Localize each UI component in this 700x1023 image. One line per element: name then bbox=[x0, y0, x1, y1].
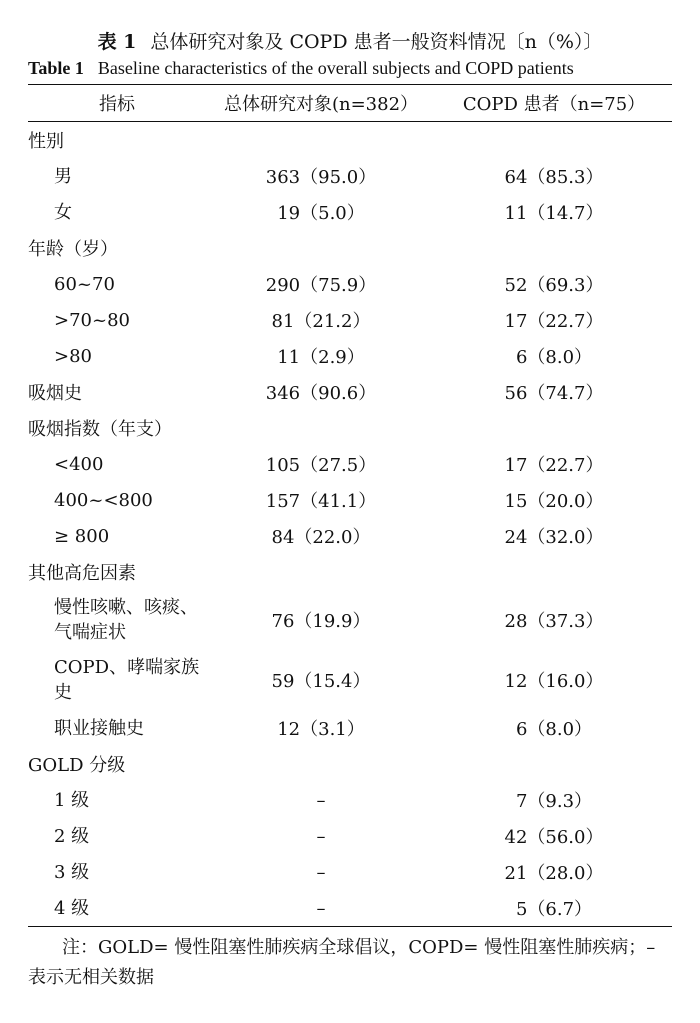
row-copd-value bbox=[436, 410, 672, 446]
row-copd-value: 7（9.3） bbox=[515, 791, 593, 812]
row-total-value: 81（21.2） bbox=[271, 311, 371, 332]
row-total-value bbox=[206, 122, 436, 159]
caption-cn-title: 总体研究对象及 COPD 患者一般资料情况〔n（%）〕 bbox=[150, 31, 603, 53]
table-row bbox=[28, 266, 672, 302]
row-copd-value: 12（16.0） bbox=[504, 671, 604, 692]
row-label: 其他高危因素 bbox=[28, 563, 136, 584]
table-row bbox=[28, 818, 672, 854]
row-total-value: 290（75.9） bbox=[265, 275, 377, 296]
row-total-value: – bbox=[316, 861, 326, 883]
table-row bbox=[28, 554, 672, 590]
table-row bbox=[28, 746, 672, 782]
table-figure bbox=[28, 30, 672, 993]
header-total: 总体研究对象(n=382） bbox=[206, 85, 436, 122]
row-label: COPD、哮喘家族史 bbox=[54, 657, 200, 703]
row-label: >70~80 bbox=[54, 309, 130, 331]
row-copd-value bbox=[436, 122, 672, 159]
row-label: 职业接触史 bbox=[54, 717, 144, 739]
table-row bbox=[28, 482, 672, 518]
row-label: 4 级 bbox=[28, 890, 206, 927]
table-body bbox=[28, 122, 672, 927]
row-total-value: 76（19.9） bbox=[271, 611, 371, 632]
row-label: <400 bbox=[54, 453, 104, 475]
row-total-value: 12（3.1） bbox=[277, 719, 365, 740]
table-row bbox=[28, 710, 672, 746]
table-row bbox=[28, 122, 672, 159]
row-label: GOLD 分级 bbox=[28, 755, 126, 776]
row-label: 400~<800 bbox=[54, 489, 153, 511]
row-total-value bbox=[206, 410, 436, 446]
row-label: 60~70 bbox=[54, 273, 115, 295]
caption-cn-label: 表 1 bbox=[97, 31, 137, 53]
row-total-value bbox=[206, 230, 436, 266]
row-copd-value bbox=[436, 554, 672, 590]
row-copd-value: 28（37.3） bbox=[504, 611, 604, 632]
row-total-value: – bbox=[316, 789, 326, 811]
header-copd: COPD 患者（n=75） bbox=[436, 85, 672, 122]
row-copd-value: 5（6.7） bbox=[436, 890, 672, 927]
row-total-value bbox=[206, 554, 436, 590]
row-label: 性别 bbox=[28, 131, 64, 152]
row-label: 年龄（岁） bbox=[28, 239, 118, 260]
row-label: 男 bbox=[54, 165, 72, 187]
caption-en-label: Table 1 bbox=[28, 58, 84, 78]
row-copd-value: 52（69.3） bbox=[504, 275, 604, 296]
row-total-value: 19（5.0） bbox=[277, 203, 365, 224]
row-copd-value: 21（28.0） bbox=[504, 863, 604, 884]
row-label: 2 级 bbox=[54, 825, 90, 847]
table-row bbox=[28, 890, 672, 927]
row-label: 女 bbox=[54, 201, 72, 223]
row-copd-value: 56（74.7） bbox=[504, 383, 604, 404]
table-row bbox=[28, 854, 672, 890]
row-copd-value: 64（85.3） bbox=[504, 167, 604, 188]
row-copd-value: 24（32.0） bbox=[504, 527, 604, 548]
table-row bbox=[28, 374, 672, 410]
caption-english bbox=[28, 56, 672, 84]
row-label: 3 级 bbox=[54, 861, 90, 883]
row-label: 吸烟指数（年支） bbox=[28, 419, 172, 440]
row-total-value: 105（27.5） bbox=[265, 455, 377, 476]
row-label: ≥ 800 bbox=[54, 525, 110, 547]
row-copd-value: 17（22.7） bbox=[504, 311, 604, 332]
header-indicator: 指标 bbox=[28, 85, 206, 122]
table-row bbox=[28, 782, 672, 818]
row-total-value: 59（15.4） bbox=[271, 671, 371, 692]
row-total-value: – bbox=[316, 825, 326, 847]
table-row bbox=[28, 194, 672, 230]
row-total-value: 157（41.1） bbox=[265, 491, 377, 512]
row-copd-value: 11（14.7） bbox=[504, 203, 604, 224]
table-row bbox=[28, 230, 672, 266]
table-row bbox=[28, 650, 672, 710]
row-copd-value: 6（8.0） bbox=[515, 719, 593, 740]
table-row bbox=[28, 518, 672, 554]
header-row bbox=[28, 85, 672, 122]
table-row bbox=[28, 410, 672, 446]
row-total-value bbox=[206, 746, 436, 782]
row-copd-value bbox=[436, 230, 672, 266]
row-copd-value: 17（22.7） bbox=[504, 455, 604, 476]
table-row bbox=[28, 158, 672, 194]
row-total-value: 84（22.0） bbox=[271, 527, 371, 548]
row-copd-value bbox=[436, 746, 672, 782]
row-copd-value: 6（8.0） bbox=[515, 347, 593, 368]
table-footnote: 注：GOLD= 慢性阻塞性肺疾病全球倡议，COPD= 慢性阻塞性肺疾病；– 表示无相关数据 bbox=[28, 937, 656, 988]
row-label: 1 级 bbox=[54, 789, 90, 811]
caption-en-title: Baseline characteristics of the overall subjects and COPD patients bbox=[97, 58, 574, 78]
row-total-value: 346（90.6） bbox=[265, 383, 377, 404]
table-row bbox=[28, 338, 672, 374]
row-total-value: – bbox=[206, 890, 436, 927]
row-copd-value: 15（20.0） bbox=[504, 491, 604, 512]
table-row bbox=[28, 590, 672, 650]
table-row bbox=[28, 302, 672, 338]
row-total-value: 11（2.9） bbox=[277, 347, 365, 368]
row-label: 吸烟史 bbox=[28, 383, 82, 404]
row-copd-value: 42（56.0） bbox=[504, 827, 604, 848]
baseline-table bbox=[28, 84, 672, 927]
caption-chinese bbox=[28, 30, 672, 56]
row-label: 慢性咳嗽、咳痰、气喘症状 bbox=[54, 597, 198, 643]
row-label: >80 bbox=[54, 345, 92, 367]
row-total-value: 363（95.0） bbox=[265, 167, 377, 188]
table-row bbox=[28, 446, 672, 482]
